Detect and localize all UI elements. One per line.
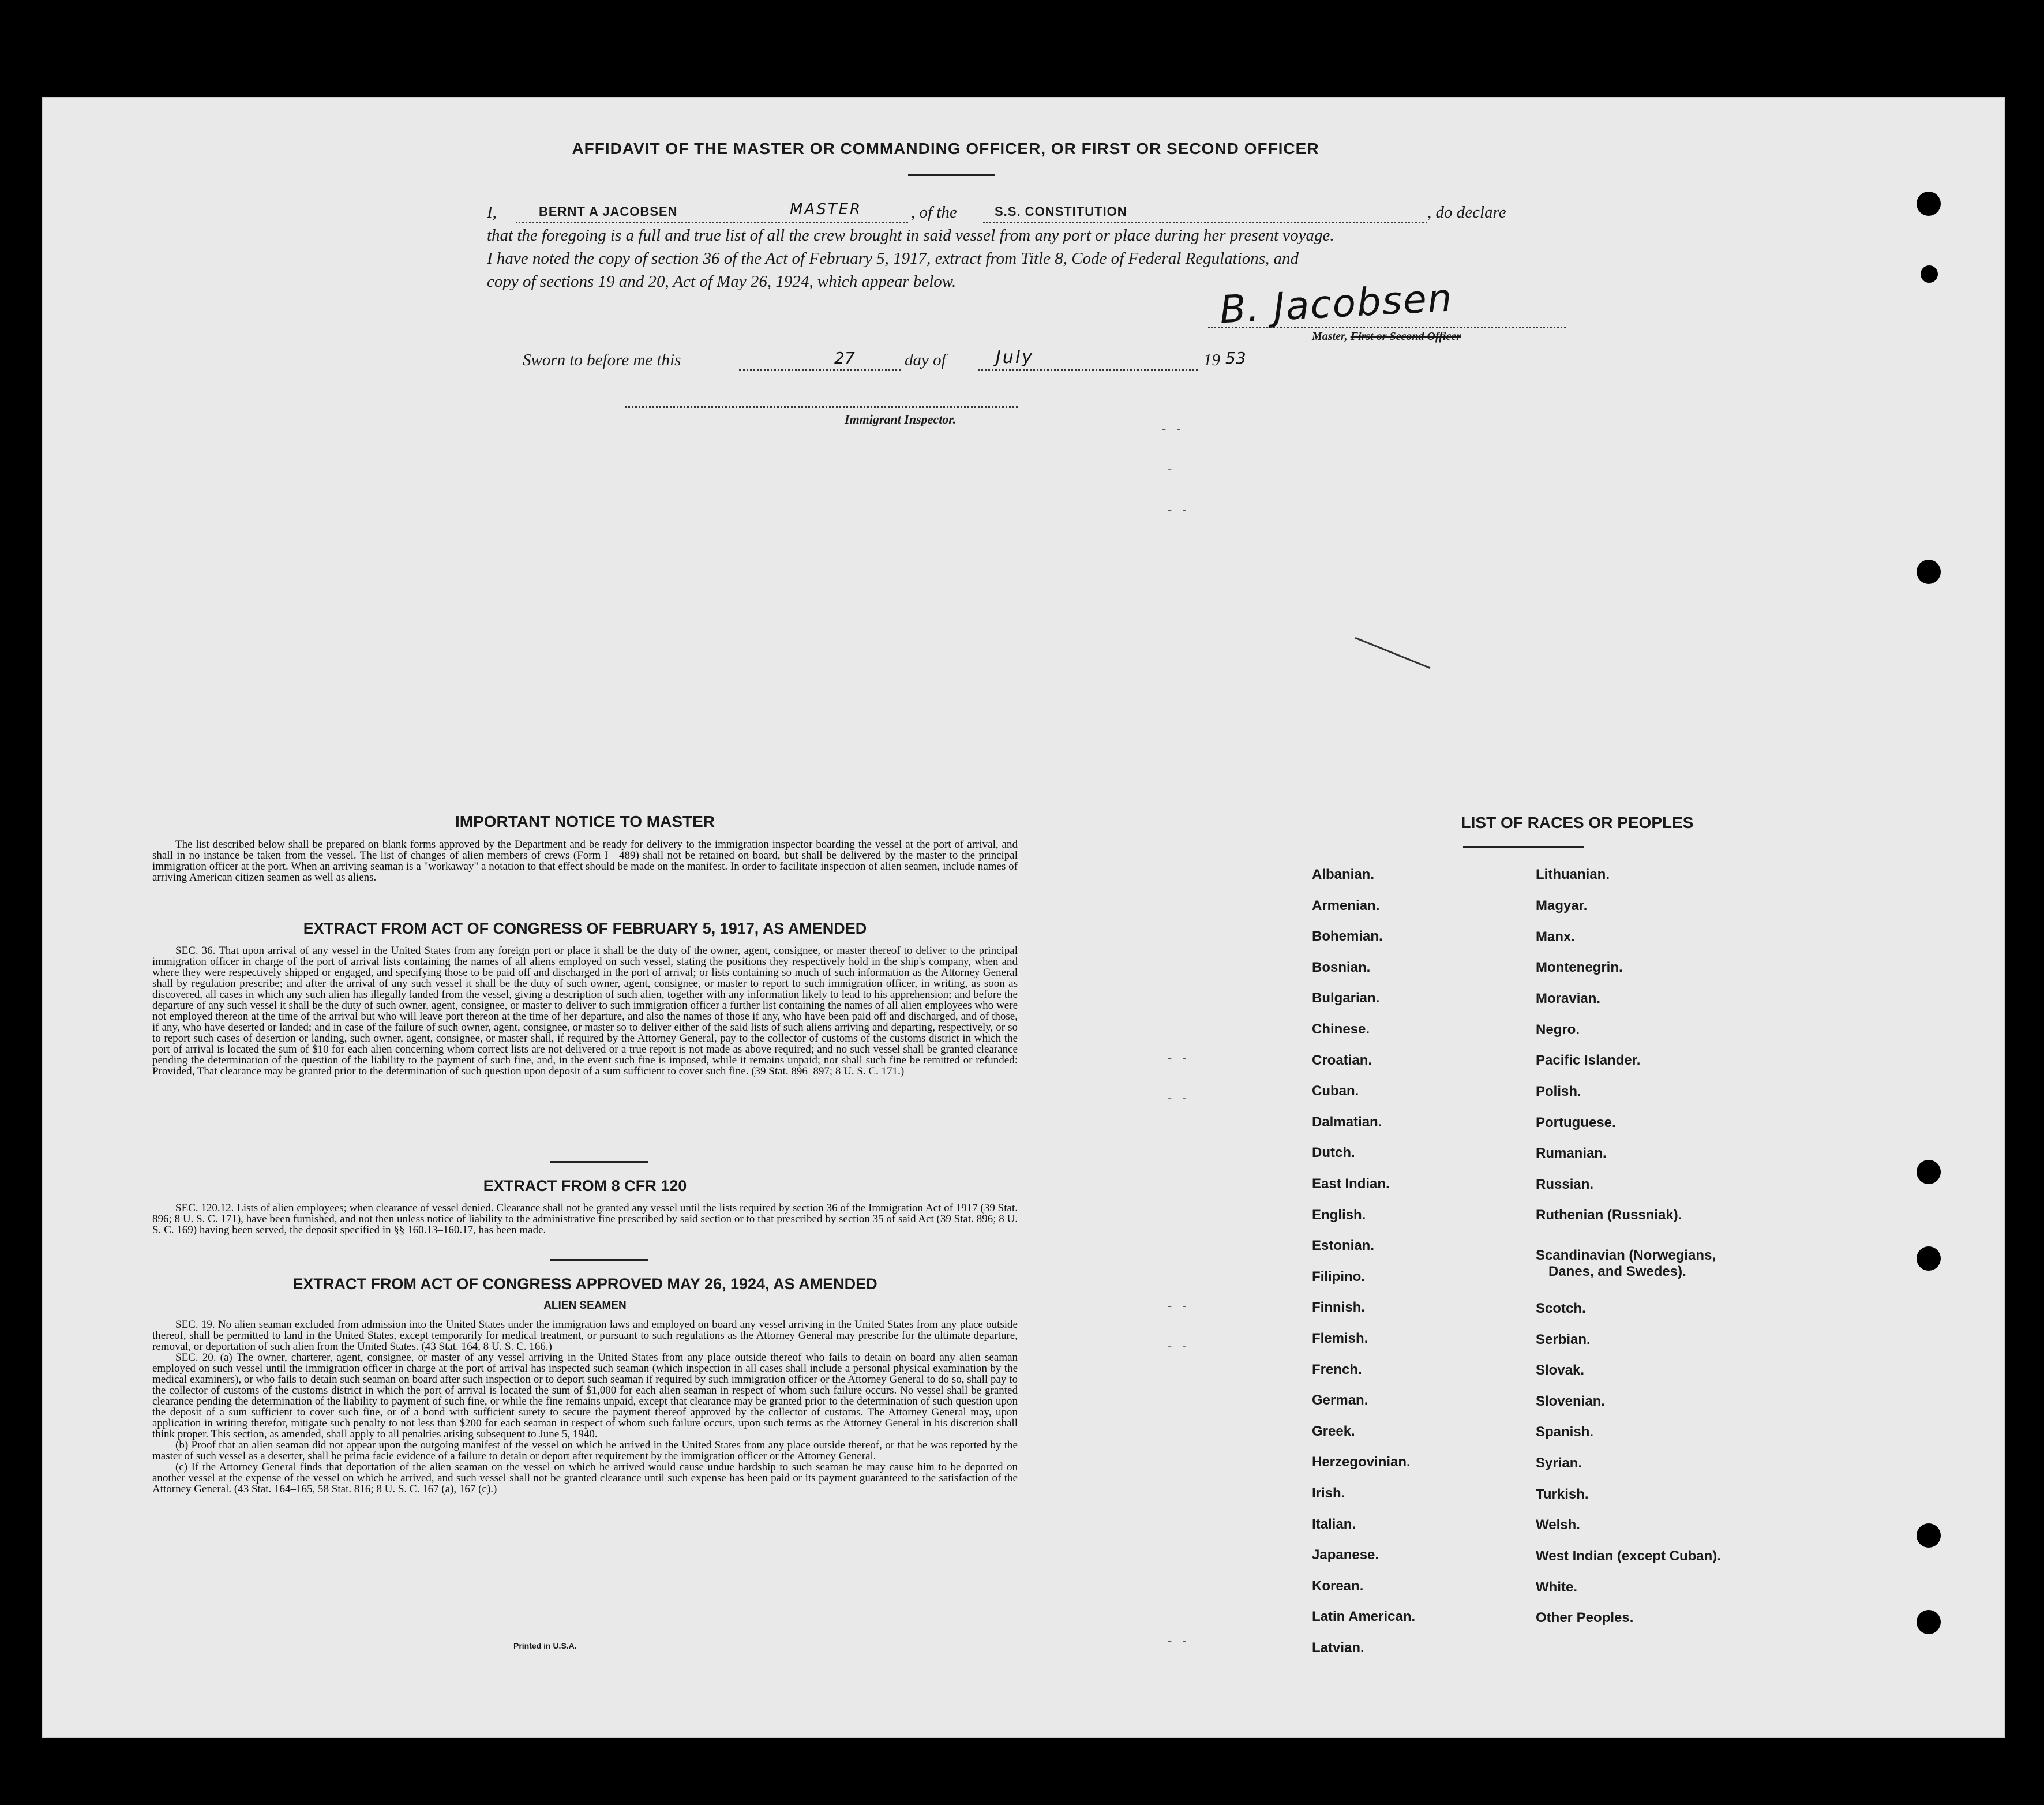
sec20b-text: (b) Proof that an alien seaman did not appear upon the outgoing manifest of the vessel on which he arrived in the United States from any place outside thereof, or that he was reported by the master of such vessel as a deserter, shall be prima facie evidence of a failure to detain or deport after requirement by the immigration officer or the Attorney General. [152, 1439, 1018, 1462]
race-item: Portuguese. [1536, 1115, 1616, 1130]
race-item: Scotch. [1536, 1301, 1586, 1316]
punch-hole [1917, 1160, 1941, 1184]
race-item: Montenegrin. [1536, 960, 1623, 975]
race-item: Japanese. [1312, 1547, 1379, 1563]
form-page [42, 97, 2005, 1738]
race-item: Greek. [1312, 1423, 1355, 1439]
margin-mark: - - [1168, 502, 1190, 516]
master-signature: B. Jacobsen [1218, 275, 1454, 332]
race-item: Latin American. [1312, 1609, 1416, 1625]
punch-hole [1917, 192, 1941, 216]
race-item: Finnish. [1312, 1300, 1365, 1316]
race-item: Manx. [1536, 929, 1576, 945]
race-item: Moravian. [1536, 991, 1601, 1006]
race-item: Albanian. [1312, 867, 1375, 882]
race-item: Syrian. [1536, 1455, 1582, 1471]
line1-prefix: I, [487, 203, 497, 222]
extract-1917-body: SEC. 36. That upon arrival of any vessel in the United States from any foreign port or place it shall be the duty of the owner, agent, consignee, or master thereof to deliver to the principal immigration officer in charge of the port of arrival lists containing the names of all aliens employed on such vessel, stating the positions they respectively hold in the ship's company, when and where they were respectively shipped or engaged, and specifying those to be paid off and discharged in the port of arrival; or lists containing so much of such information as the Attorney General shall by regulation prescribe; and after the arrival of any such vessel it shall be the duty of such owner, agent, consignee, or master to report to such immigration officer, in writing, as soon as discovered, all cases in which any such alien has illegally landed from the vessel, giving a description of such alien, together with any information likely to lead to his apprehension; and before the departure of any such vessel it shall be the duty of such owner, agent, consignee, or master to deliver to such immigration officer a further list containing the names of all alien employees who were not employed thereon at the time of the arrival but who will leave port thereon at the time of her departure, and also the names of those if any, who have been paid off and discharged, and of those, if any, who have deserted or landed; and in case of the failure of such owner, agent, consignee, or master so to deliver either of the said lists of such aliens arriving and departing, respectively, or so to report such cases of desertion or landing, such owner, agent, consignee, or master shall, if required by the Attorney General, pay to the collector of customs of the customs district in which the port of arrival is located the sum of $10 for each alien concerning whom correct lists are not delivered or a true report is not made as above required; and no such vessel shall be granted clearance pending the determination of the question of the liability to the payment of such fine, and, in the event such fine is imposed, while it remains unpaid; nor shall such fine be remitted or refunded: Provided, That clearance may be granted prior to the determination of such question upon deposit of a sum sufficient to cover such fine. (39 Stat. 896–897; 8 U. S. C. 171.) [152, 945, 1018, 1077]
notice-title: IMPORTANT NOTICE TO MASTER [455, 812, 715, 830]
races-title: LIST OF RACES OR PEOPLES [1461, 814, 1694, 832]
margin-mark: - - [1168, 1298, 1190, 1313]
race-item: Filipino. [1312, 1268, 1365, 1285]
race-item: Serbian. [1536, 1332, 1591, 1347]
race-item: East Indian. [1312, 1176, 1390, 1192]
sec19-text: SEC. 19. No alien seaman excluded from admission into the United States under the immigration laws and employed on board any vessel arriving in the United States from any place outside thereof, shall be permitted to land in the United States, except temporarily for medical treatment, or pursuant to such regulations as the Attorney General may prescribe for the ultimate departure, removal, or deportation of such alien from the United States. (43 Stat. 164, 8 U. S. C. 166.) [152, 1319, 1018, 1353]
affidavit-title: AFFIDAVIT OF THE MASTER OR COMMANDING OFFICER, OR FIRST OR SECOND OFFICER [572, 140, 1319, 158]
margin-mark: - - [1168, 1633, 1190, 1647]
race-item: Spanish. [1536, 1424, 1594, 1440]
sworn-day-field: 27 [834, 349, 855, 368]
punch-hole [1917, 1610, 1941, 1634]
race-item: Slovak. [1536, 1362, 1585, 1378]
extract-1917-title: EXTRACT FROM ACT OF CONGRESS OF FEBRUARY 5, 1917, AS AMENDED [303, 920, 867, 937]
margin-mark: - - [1168, 1050, 1190, 1065]
sworn-line [523, 347, 1388, 374]
signer-title-master: Master, [1312, 330, 1348, 343]
sec20c-text: (c) If the Attorney General finds that deportation of the alien seaman on the vessel on which he arrived would cause undue hardship to such seaman he may cause him to be deported on another vessel at the expense of the vessel on which he arrived, and such vessel shall not be granted clearance until such expense has been paid or its payment guaranteed to the satisfaction of the Attorney General. (43 Stat. 164–165, 58 Stat. 816; 8 U. S. C. 167 (a), 167 (c).) [152, 1461, 1018, 1495]
race-item: Bosnian. [1312, 959, 1371, 975]
race-item: Danes, and Swedes). [1548, 1264, 1686, 1279]
sworn-month-field: July [996, 347, 1034, 368]
extract-1924-body [152, 1319, 1018, 1495]
race-item: German. [1312, 1392, 1368, 1409]
punch-hole [1921, 265, 1938, 283]
race-item: Bohemian. [1312, 928, 1383, 945]
race-item: Cuban. [1312, 1083, 1359, 1099]
rank-handwritten: MASTER [790, 201, 862, 218]
signature-line [1208, 327, 1566, 328]
vessel-field-line [983, 222, 1427, 223]
day-of-label: day of [905, 351, 946, 369]
race-item: Bulgarian. [1312, 990, 1380, 1006]
do-declare-label: , do declare [1427, 203, 1506, 222]
race-item: English. [1312, 1207, 1366, 1223]
race-item: Herzegovinian. [1312, 1454, 1411, 1470]
race-item: Chinese. [1312, 1021, 1370, 1037]
race-item: Armenian. [1312, 897, 1380, 913]
sworn-prefix: Sworn to before me this [523, 351, 681, 369]
pen-stroke [1355, 637, 1431, 669]
signer-title-struck: First or Second Officer [1350, 330, 1461, 343]
affidavit-line3: I have noted the copy of section 36 of the Act of February 5, 1917, extract from Title 8, Code of Federal Regulations, and [487, 249, 1299, 268]
notice-body: The list described below shall be prepared on blank forms approved by the Department and be ready for delivery to the immigration inspector boarding the vessel at the port of arrival, and shall in no instance be taken from the vessel. The list of changes of alien members of crews (Form I—489) shall not be retained on board, but shall be delivered by the master to the principal immigration officer at the port. When an arriving seaman is a "workaway" a notation to that effect should be made on the manifest. In order to facilitate inspection of alien seamen, include names of arriving American citizen seamen as well as aliens. [152, 838, 1018, 883]
signer-title [1312, 330, 1461, 343]
affidavit-line1 [487, 203, 1641, 226]
punch-hole [1917, 1246, 1941, 1271]
races-title-rule [1463, 846, 1584, 848]
race-item: Slovenian. [1536, 1394, 1606, 1409]
margin-mark: - - [1168, 1339, 1190, 1353]
race-item: Estonian. [1312, 1238, 1375, 1254]
name-field-line [516, 222, 908, 223]
printed-in-label: Printed in U.S.A. [513, 1641, 577, 1650]
race-item: Ruthenian (Russniak). [1536, 1207, 1682, 1223]
section-rule [550, 1161, 648, 1163]
race-item: Negro. [1536, 1022, 1580, 1038]
race-item: Turkish. [1536, 1486, 1589, 1502]
race-item: Magyar. [1536, 898, 1588, 913]
race-item: Polish. [1536, 1084, 1581, 1099]
race-item: Welsh. [1536, 1517, 1580, 1533]
extract-cfr-body: SEC. 120.12. Lists of alien employees; when clearance of vessel denied. Clearance shall not be granted any vessel until the lists required by section 36 of the Immigration Act of 1917 (39 Stat. 896; 8 U. S. C. 171), have been furnished, and not then unless notice of liability to the administrative fine prescribed by said section or to that prescribed by section 35 of said Act (39 Stat. 896; 8 U. S. C. 169) having been served, the deposit specified in §§ 160.13–160.17, has been made. [152, 1202, 1018, 1236]
sec20a-text: SEC. 20. (a) The owner, charterer, agent, consignee, or master of any vessel arriving in the United States from any place outside thereof who fails to detain on board any alien seaman employed on such vessel until the immigration officer in charge at the port of arrival has inspected such seaman (which inspection in all cases shall include a personal physical examination by the medical examiners), or who fails to detain such seaman on board after such inspection or to deport such seaman if required by such immigration officer or the Attorney General to do so, shall pay to the collector of customs of the customs district in which the port of arrival is located the sum of $1,000 for each alien seaman in respect of whom such failure occurs. No vessel shall be granted clearance pending the determination of the liability to payment of such fine, or while the fine remains unpaid, except that clearance may be granted prior to the determination of such question upon the deposit of a sum sufficient to cover such fine, or of a bond with sufficient surety to secure the payment thereof approved by the collector of customs. The Attorney General may, upon application in writing therefor, mitigate such penalty to not less than $200 for each seaman in respect of whom such failure occurs, upon such terms as the Attorney General in his discretion shall think proper. This section, as amended, shall apply to all penalties arising subsequent to June 5, 1940. [152, 1351, 1018, 1440]
day-field-line [739, 369, 901, 371]
extract-1924-subtitle: ALIEN SEAMEN [543, 1300, 627, 1312]
extract-1924-title: EXTRACT FROM ACT OF CONGRESS APPROVED MAY 26, 1924, AS AMENDED [292, 1275, 877, 1293]
vessel-name-field: S.S. CONSTITUTION [995, 204, 1127, 219]
race-item: Irish. [1312, 1485, 1345, 1501]
race-item: Korean. [1312, 1578, 1364, 1594]
year-prefix: 19 [1203, 351, 1220, 369]
race-item: Dalmatian. [1312, 1114, 1382, 1130]
of-the-label: , of the [911, 203, 957, 222]
extract-cfr-title: EXTRACT FROM 8 CFR 120 [483, 1177, 687, 1194]
margin-mark: - [1168, 462, 1176, 476]
month-field-line [978, 369, 1198, 371]
race-item: Dutch. [1312, 1145, 1355, 1161]
race-item: Other Peoples. [1536, 1610, 1634, 1626]
race-item: Pacific Islander. [1536, 1053, 1641, 1068]
punch-hole [1917, 560, 1941, 584]
race-item: White. [1536, 1579, 1577, 1595]
margin-mark: - - [1162, 421, 1184, 436]
race-item: West Indian (except Cuban). [1536, 1548, 1721, 1564]
title-rule [908, 174, 995, 176]
race-item: Russian. [1536, 1177, 1594, 1192]
master-name-field: BERNT A JACOBSEN [539, 204, 678, 219]
sworn-year-field: 53 [1225, 349, 1246, 368]
race-item: French. [1312, 1361, 1362, 1377]
race-item: Scandinavian (Norwegians, [1536, 1248, 1716, 1263]
race-item: Rumanian. [1536, 1145, 1607, 1161]
punch-hole [1917, 1523, 1941, 1548]
race-item: Italian. [1312, 1516, 1356, 1532]
race-item: Lithuanian. [1536, 867, 1610, 882]
race-item: Croatian. [1312, 1052, 1372, 1068]
race-item: Flemish. [1312, 1331, 1368, 1346]
section-rule [550, 1259, 648, 1261]
race-item: Latvian. [1312, 1640, 1364, 1656]
inspector-signature-line [625, 406, 1018, 408]
margin-mark: - - [1168, 1091, 1190, 1105]
affidavit-line2: that the foregoing is a full and true list of all the crew brought in said vessel from any port or place during her present voyage. [487, 226, 1334, 245]
inspector-label: Immigrant Inspector. [845, 412, 957, 426]
affidavit-line4: copy of sections 19 and 20, Act of May 26, 1924, which appear below. [487, 272, 957, 291]
